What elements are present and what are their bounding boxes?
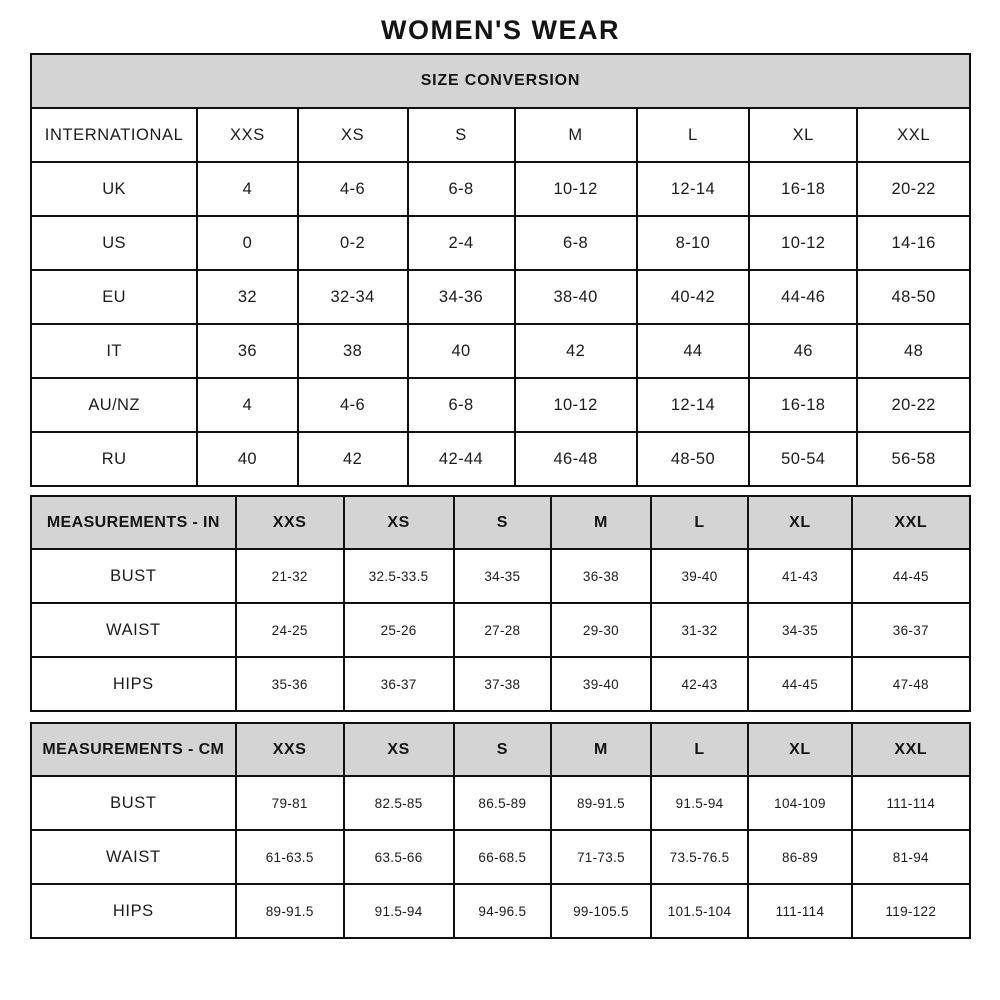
size-column-header: M xyxy=(551,496,651,549)
table-row xyxy=(31,270,970,324)
value-cell: 99-105.5 xyxy=(551,884,651,938)
row-label: RU xyxy=(31,432,197,486)
size-column-header: XL xyxy=(748,496,851,549)
value-cell: 20-22 xyxy=(857,378,970,432)
value-cell: 16-18 xyxy=(749,378,857,432)
size-column-header: XS xyxy=(298,108,408,162)
row-label: EU xyxy=(31,270,197,324)
value-cell: 91.5-94 xyxy=(344,884,454,938)
row-label: IT xyxy=(31,324,197,378)
value-cell: 34-35 xyxy=(454,549,552,603)
value-cell: 8-10 xyxy=(637,216,750,270)
value-cell: 29-30 xyxy=(551,603,651,657)
row-label: WAIST xyxy=(31,830,236,884)
size-column-header: S xyxy=(454,496,552,549)
value-cell: 111-114 xyxy=(748,884,851,938)
value-cell: 91.5-94 xyxy=(651,776,749,830)
value-cell: 36 xyxy=(197,324,297,378)
table-row xyxy=(31,432,970,486)
value-cell: 44-46 xyxy=(749,270,857,324)
value-cell: 39-40 xyxy=(651,549,749,603)
measurements-cm-table xyxy=(30,722,971,939)
value-cell: 31-32 xyxy=(651,603,749,657)
value-cell: 14-16 xyxy=(857,216,970,270)
value-cell: 71-73.5 xyxy=(551,830,651,884)
value-cell: 40 xyxy=(408,324,515,378)
table-banner: SIZE CONVERSION xyxy=(31,54,970,108)
value-cell: 6-8 xyxy=(408,162,515,216)
value-cell: 119-122 xyxy=(852,884,970,938)
value-cell: 6-8 xyxy=(408,378,515,432)
value-cell: 50-54 xyxy=(749,432,857,486)
value-cell: 56-58 xyxy=(857,432,970,486)
value-cell: 48-50 xyxy=(637,432,750,486)
value-cell: 42-44 xyxy=(408,432,515,486)
size-column-header: S xyxy=(454,723,552,776)
table-row xyxy=(31,549,970,603)
size-conversion-table xyxy=(30,53,971,487)
value-cell: 81-94 xyxy=(852,830,970,884)
value-cell: 66-68.5 xyxy=(454,830,552,884)
row-label: WAIST xyxy=(31,603,236,657)
value-cell: 89-91.5 xyxy=(236,884,344,938)
row-label: HIPS xyxy=(31,657,236,711)
value-cell: 79-81 xyxy=(236,776,344,830)
size-column-header: L xyxy=(651,496,749,549)
value-cell: 36-37 xyxy=(344,657,454,711)
value-cell: 16-18 xyxy=(749,162,857,216)
value-cell: 37-38 xyxy=(454,657,552,711)
value-cell: 111-114 xyxy=(852,776,970,830)
value-cell: 44 xyxy=(637,324,750,378)
value-cell: 32 xyxy=(197,270,297,324)
value-cell: 40-42 xyxy=(637,270,750,324)
value-cell: 32.5-33.5 xyxy=(344,549,454,603)
table-header-row xyxy=(31,723,970,776)
value-cell: 27-28 xyxy=(454,603,552,657)
size-column-header: XXL xyxy=(852,496,970,549)
value-cell: 42 xyxy=(298,432,408,486)
value-cell: 0 xyxy=(197,216,297,270)
corner-header: MEASUREMENTS - CM xyxy=(31,723,236,776)
value-cell: 25-26 xyxy=(344,603,454,657)
value-cell: 61-63.5 xyxy=(236,830,344,884)
value-cell: 48-50 xyxy=(857,270,970,324)
corner-header: MEASUREMENTS - IN xyxy=(31,496,236,549)
table-row xyxy=(31,162,970,216)
table-header-row xyxy=(31,496,970,549)
row-label: UK xyxy=(31,162,197,216)
value-cell: 38-40 xyxy=(515,270,637,324)
value-cell: 24-25 xyxy=(236,603,344,657)
row-label: BUST xyxy=(31,776,236,830)
table-row xyxy=(31,657,970,711)
value-cell: 36-37 xyxy=(852,603,970,657)
value-cell: 48 xyxy=(857,324,970,378)
value-cell: 86-89 xyxy=(748,830,851,884)
size-column-header: M xyxy=(551,723,651,776)
row-label: HIPS xyxy=(31,884,236,938)
page-title: WOMEN'S WEAR xyxy=(381,15,620,45)
value-cell: 0-2 xyxy=(298,216,408,270)
value-cell: 44-45 xyxy=(852,549,970,603)
value-cell: 35-36 xyxy=(236,657,344,711)
value-cell: 4 xyxy=(197,378,297,432)
value-cell: 39-40 xyxy=(551,657,651,711)
measurements-inches-table xyxy=(30,495,971,712)
value-cell: 38 xyxy=(298,324,408,378)
size-column-header: XS xyxy=(344,496,454,549)
corner-header: INTERNATIONAL xyxy=(31,108,197,162)
size-column-header: M xyxy=(515,108,637,162)
value-cell: 42-43 xyxy=(651,657,749,711)
size-column-header: XXL xyxy=(852,723,970,776)
value-cell: 4-6 xyxy=(298,378,408,432)
row-label: BUST xyxy=(31,549,236,603)
table-row xyxy=(31,884,970,938)
value-cell: 36-38 xyxy=(551,549,651,603)
value-cell: 94-96.5 xyxy=(454,884,552,938)
size-column-header: L xyxy=(651,723,749,776)
value-cell: 44-45 xyxy=(748,657,851,711)
value-cell: 82.5-85 xyxy=(344,776,454,830)
size-column-header: XXS xyxy=(236,723,344,776)
value-cell: 41-43 xyxy=(748,549,851,603)
value-cell: 20-22 xyxy=(857,162,970,216)
value-cell: 86.5-89 xyxy=(454,776,552,830)
value-cell: 34-36 xyxy=(408,270,515,324)
value-cell: 4 xyxy=(197,162,297,216)
table-row xyxy=(31,603,970,657)
value-cell: 6-8 xyxy=(515,216,637,270)
row-label: AU/NZ xyxy=(31,378,197,432)
value-cell: 46-48 xyxy=(515,432,637,486)
value-cell: 46 xyxy=(749,324,857,378)
size-column-header: XS xyxy=(344,723,454,776)
value-cell: 104-109 xyxy=(748,776,851,830)
value-cell: 73.5-76.5 xyxy=(651,830,749,884)
table-row xyxy=(31,776,970,830)
value-cell: 42 xyxy=(515,324,637,378)
table-row xyxy=(31,324,970,378)
size-column-header: XL xyxy=(749,108,857,162)
value-cell: 34-35 xyxy=(748,603,851,657)
value-cell: 101.5-104 xyxy=(651,884,749,938)
size-column-header: S xyxy=(408,108,515,162)
value-cell: 10-12 xyxy=(515,162,637,216)
value-cell: 10-12 xyxy=(515,378,637,432)
value-cell: 12-14 xyxy=(637,378,750,432)
size-column-header: L xyxy=(637,108,750,162)
size-column-header: XXL xyxy=(857,108,970,162)
value-cell: 89-91.5 xyxy=(551,776,651,830)
value-cell: 12-14 xyxy=(637,162,750,216)
value-cell: 2-4 xyxy=(408,216,515,270)
value-cell: 40 xyxy=(197,432,297,486)
table-row xyxy=(31,216,970,270)
size-column-header: XXS xyxy=(236,496,344,549)
row-label: US xyxy=(31,216,197,270)
size-column-header: XXS xyxy=(197,108,297,162)
value-cell: 21-32 xyxy=(236,549,344,603)
table-header-row xyxy=(31,108,970,162)
size-column-header: XL xyxy=(748,723,851,776)
value-cell: 4-6 xyxy=(298,162,408,216)
table-row xyxy=(31,378,970,432)
value-cell: 47-48 xyxy=(852,657,970,711)
value-cell: 10-12 xyxy=(749,216,857,270)
table-row xyxy=(31,830,970,884)
table-banner-row xyxy=(31,54,970,108)
value-cell: 63.5-66 xyxy=(344,830,454,884)
value-cell: 32-34 xyxy=(298,270,408,324)
